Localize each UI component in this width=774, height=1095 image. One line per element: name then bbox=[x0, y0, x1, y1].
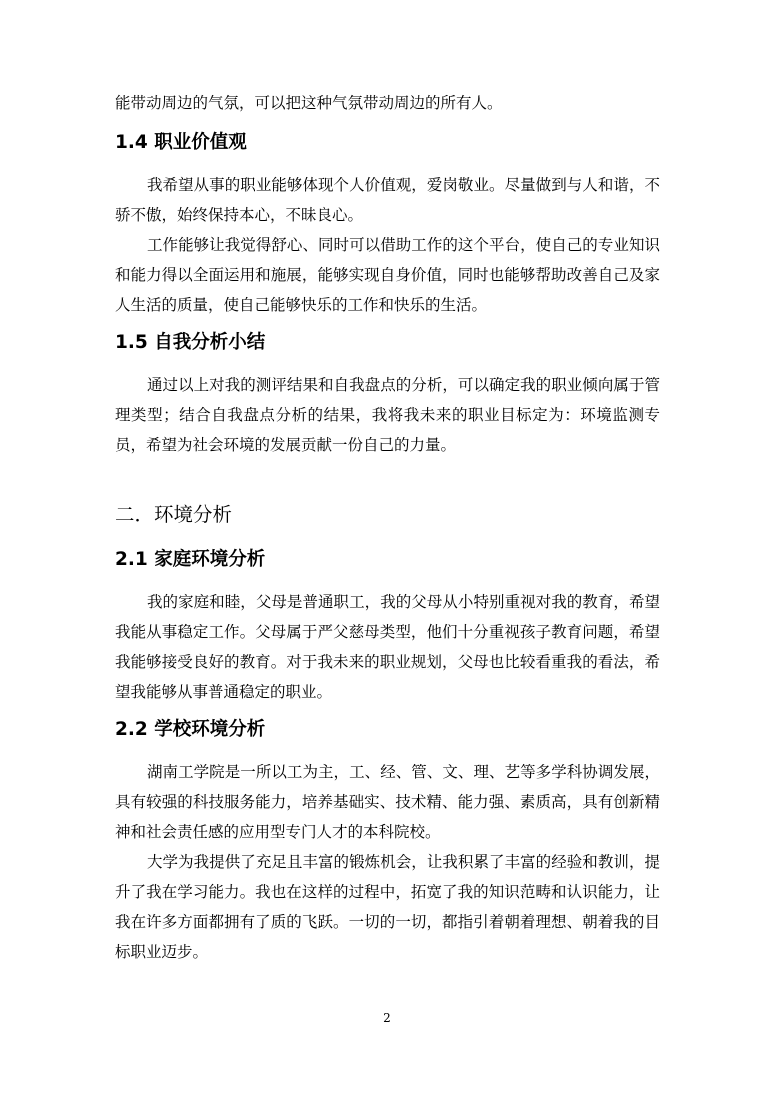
section-heading-2-2: 2.2 学校环境分析 bbox=[115, 719, 266, 740]
paragraph-1-5-a: 通过以上对我的测评结果和自我盘点的分析，可以确定我的职业倾向属于管理类型；结合自我盘点分析的结果，我将我未来的职业目标定为：环境监测专员，希望为社会环境的发展贡献一份自己的力量。 bbox=[115, 376, 660, 454]
paragraph-1-4-a: 我希望从事的职业能够体现个人价值观，爱岗敬业。尽量做到与人和谐，不骄不傲，始终保持本心，不昧良心。 bbox=[115, 176, 660, 224]
section-1-4 bbox=[115, 128, 660, 320]
paragraph-2-1-a: 我的家庭和睦，父母是普通职工，我的父母从小特别重视对我的教育，希望我能从事稳定工作。父母属于严父慈母类型，他们十分重视孩子教育问题，希望我能够接受良好的教育。对于我未来的职业规划，父母也比较看重我的看法，希望我能够从事普通稳定的职业。 bbox=[115, 593, 660, 701]
chapter-2 bbox=[115, 500, 660, 530]
page-number: 2 bbox=[383, 1011, 391, 1025]
paragraph-1-4-b: 工作能够让我觉得舒心、同时可以借助工作的这个平台，使自己的专业知识和能力得以全面运用和施展，能够实现自身价值，同时也能够帮助改善自己及家人生活的质量，使自己能够快乐的工作和快乐的生活。 bbox=[115, 236, 660, 314]
intro-continuation: 能带动周边的气氛，可以把这种气氛带动周边的所有人。 bbox=[115, 94, 503, 112]
section-heading-1-5: 1.5 自我分析小结 bbox=[115, 332, 266, 353]
section-heading-2-1: 2.1 家庭环境分析 bbox=[115, 549, 266, 570]
paragraph-2-2-b: 大学为我提供了充足且丰富的锻炼机会，让我积累了丰富的经验和教训，提升了我在学习能力。我也在这样的过程中，拓宽了我的知识范畴和认识能力，让我在许多方面都拥有了质的飞跃。一切的一切，都指引着朝着理想、朝着我的目标职业迈步。 bbox=[115, 853, 660, 961]
section-1-5 bbox=[115, 328, 660, 460]
section-2-1 bbox=[115, 545, 660, 707]
page-content bbox=[115, 88, 660, 967]
section-heading-1-4: 1.4 职业价值观 bbox=[115, 132, 247, 153]
paragraph-2-2-a: 湖南工学院是一所以工为主，工、经、管、文、理、艺等多学科协调发展，具有较强的科技服务能力，培养基础实、技术精、能力强、素质高，具有创新精神和社会责任感的应用型专门人才的本科院校。 bbox=[115, 763, 660, 841]
section-2-2 bbox=[115, 715, 660, 967]
chapter-heading-2: 二．环境分析 bbox=[115, 503, 233, 526]
